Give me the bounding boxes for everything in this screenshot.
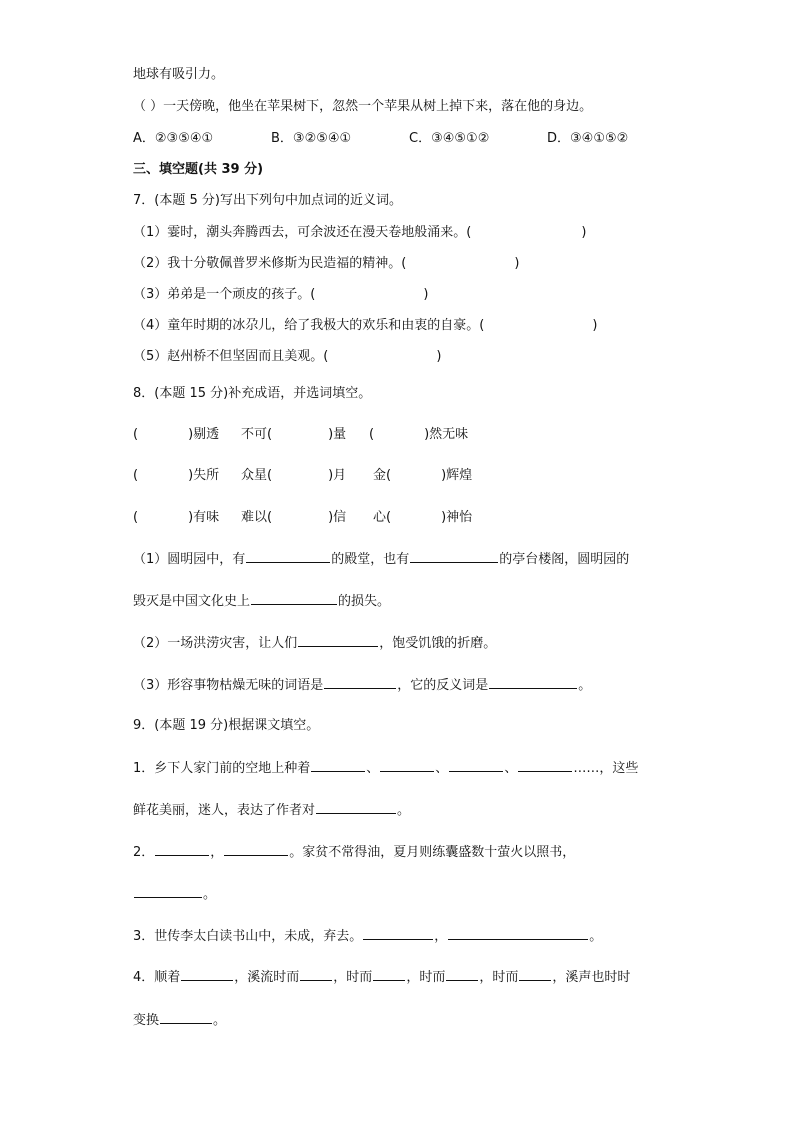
text-line: （ ）一天傍晚，他坐在苹果树下，忽然一个苹果从树上掉下来，落在他的身边。 — [133, 99, 593, 114]
answer-blank[interactable] — [489, 676, 577, 689]
question-stem: 7．(本题 5 分)写出下列句中加点词的近义词。 — [133, 193, 402, 208]
option-a: A．②③⑤④① — [133, 131, 214, 146]
q8-sub2: （2）一场洪涝灾害，让人们 ，饱受饥饿的折磨。 — [133, 636, 497, 651]
idiom-blank: ( )然无味 — [369, 427, 469, 442]
answer-blank[interactable] — [155, 843, 209, 856]
q9-p1: 1．乡下人家门前的空地上种着 、 、 、 ……，这些 — [133, 761, 639, 776]
question-stem: 8．(本题 15 分)补充成语，并选词填空。 — [133, 386, 372, 401]
answer-blank[interactable] — [246, 550, 330, 563]
q9-p3: 3．世传李太白读书山中，未成，弃去。 ， 。 — [133, 929, 603, 944]
idiom-blank: 众星( )月 — [241, 468, 347, 483]
answer-blank[interactable] — [324, 676, 396, 689]
answer-blank[interactable] — [316, 801, 396, 814]
q9-p2: 2． ， 。家贫不常得油，夏月则练囊盛数十萤火以照书， — [133, 845, 576, 860]
answer-blank[interactable] — [224, 843, 288, 856]
answer-blank[interactable] — [448, 927, 588, 940]
q7-item: （4）童年时期的冰尕儿，给了我极大的欢乐和由衷的自豪。( ) — [133, 318, 598, 333]
question-stem: 9．(本题 19 分)根据课文填空。 — [133, 718, 320, 733]
answer-blank[interactable] — [251, 592, 337, 605]
option-d: D．③④①⑤② — [547, 131, 629, 146]
answer-blank[interactable] — [363, 927, 433, 940]
text-line: 地球有吸引力。 — [133, 67, 225, 82]
answer-blank[interactable] — [449, 759, 503, 772]
answer-blank[interactable] — [373, 968, 405, 981]
q8-sub1-cont: 毁灭是中国文化史上 的损失。 — [133, 594, 391, 609]
q8-sub3: （3）形容事物枯燥无味的词语是 ，它的反义词是 。 — [133, 678, 592, 693]
answer-blank[interactable] — [181, 968, 233, 981]
option-b: B．③②⑤④① — [271, 131, 352, 146]
q7-item: （2）我十分敬佩普罗米修斯为民造福的精神。( ) — [133, 256, 520, 271]
answer-blank[interactable] — [134, 885, 202, 898]
answer-blank[interactable] — [380, 759, 434, 772]
idiom-blank: 不可( )量 — [241, 427, 347, 442]
q7-item: （5）赵州桥不但坚固而且美观。( ) — [133, 349, 442, 364]
answer-blank[interactable] — [519, 968, 551, 981]
idiom-blank: 金( )辉煌 — [373, 468, 473, 483]
q9-p1-cont: 鲜花美丽，迷人，表达了作者对 。 — [133, 803, 411, 818]
option-c: C．③④⑤①② — [409, 131, 490, 146]
answer-blank[interactable] — [446, 968, 478, 981]
idiom-blank: 心( )神怡 — [373, 510, 473, 525]
q8-sub1: （1）圆明园中，有 的殿堂，也有 的亭台楼阁，圆明园的 — [133, 552, 630, 567]
idiom-blank: ( )失所 — [133, 468, 220, 483]
answer-blank[interactable] — [160, 1011, 212, 1024]
answer-blank[interactable] — [298, 634, 378, 647]
idiom-blank: 难以( )信 — [241, 510, 347, 525]
answer-blank[interactable] — [311, 759, 365, 772]
section-title: 三、填空题(共 39 分) — [133, 162, 264, 177]
answer-blank[interactable] — [518, 759, 572, 772]
q9-p4-cont: 变换 。 — [133, 1013, 227, 1028]
idiom-blank: ( )剔透 — [133, 427, 220, 442]
answer-blank[interactable] — [300, 968, 332, 981]
q7-item: （1）霎时，潮头奔腾西去，可余波还在漫天卷地般涌来。( ) — [133, 225, 587, 240]
q7-item: （3）弟弟是一个顽皮的孩子。( ) — [133, 287, 429, 302]
answer-blank[interactable] — [410, 550, 498, 563]
q9-p4: 4．顺着 ，溪流时而 ，时而 ，时而 ，时而 ，溪声也时时 — [133, 970, 631, 985]
options-row — [133, 130, 628, 148]
idiom-blank: ( )有味 — [133, 510, 220, 525]
q9-p2-cont: 。 — [133, 885, 216, 904]
